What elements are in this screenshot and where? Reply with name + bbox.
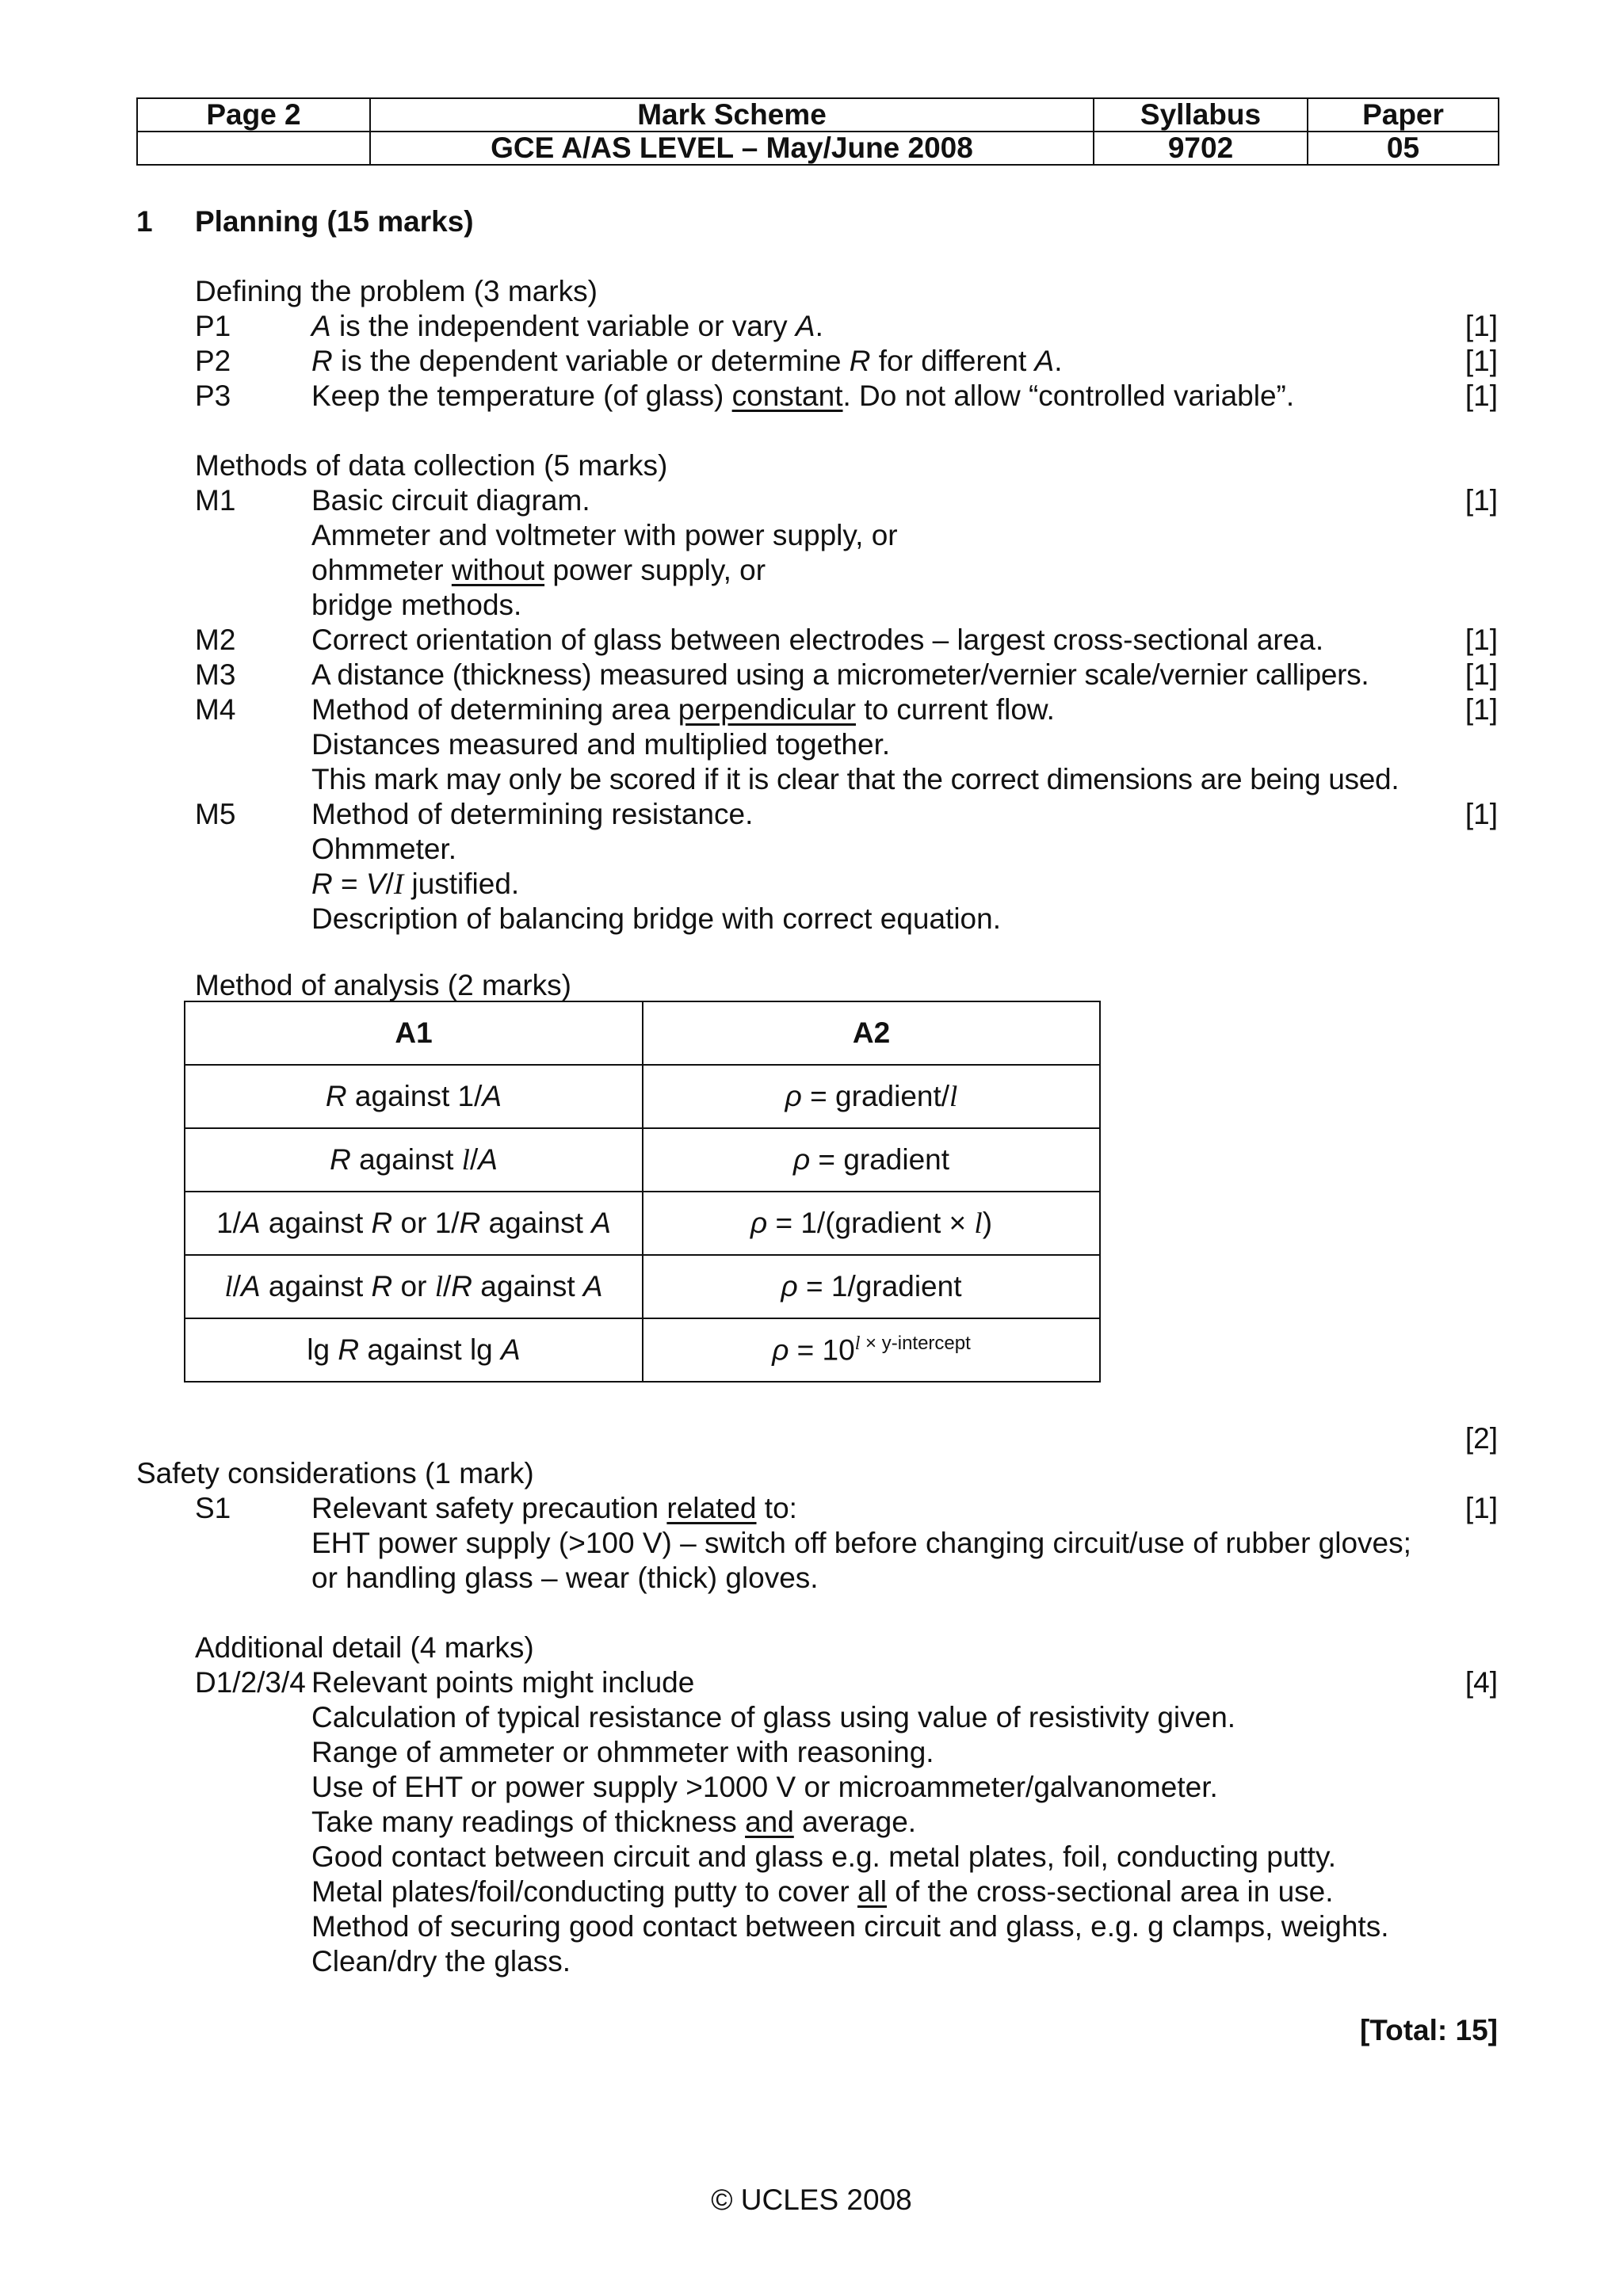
m4-line2: Distances measured and multiplied together. <box>311 728 891 761</box>
d-line3: Range of ammeter or ohmmeter with reasoning. <box>311 1736 934 1768</box>
header-row <box>137 98 1499 132</box>
m2-text: Correct orientation of glass between electrodes – largest cross-sectional area. <box>311 624 1324 656</box>
m3-text: A distance (thickness) measured using a micrometer/vernier scale/vernier callipers. <box>311 658 1369 691</box>
m5-line1: Method of determining resistance. <box>311 798 754 830</box>
footer-copyright: © UCLES 2008 <box>711 2183 912 2216</box>
header-table <box>136 97 1499 166</box>
table-row <box>185 1255 1100 1318</box>
header-page: Page 2 <box>137 98 370 132</box>
m3-code: M3 <box>195 658 236 691</box>
m1-mark: [1] <box>1465 484 1498 517</box>
table-row <box>185 1128 1100 1192</box>
d-line6: Good contact between circuit and glass e.g. metal plates, foil, conducting putty. <box>311 1840 1336 1873</box>
m1-line4: bridge methods. <box>311 589 522 621</box>
m2-code: M2 <box>195 624 236 656</box>
d-line9: Clean/dry the glass. <box>311 1945 571 1978</box>
analysis-a1-cell: l/A against R or l/R against A <box>185 1255 643 1318</box>
total-marks: [Total: 15] <box>1359 2014 1498 2046</box>
table-row <box>185 1065 1100 1128</box>
header-paper-number: 05 <box>1308 132 1499 165</box>
m5-line4: Description of balancing bridge with correct equation. <box>311 902 1001 935</box>
m2-mark: [1] <box>1465 624 1498 656</box>
analysis-a1-cell: 1/A against R or 1/R against A <box>185 1192 643 1255</box>
m1-code: M1 <box>195 484 236 517</box>
s1-line1: Relevant safety precaution related to: <box>311 1492 797 1524</box>
analysis-col-a1: A1 <box>185 1001 643 1065</box>
d-mark: [4] <box>1465 1666 1498 1699</box>
header-exam: GCE A/AS LEVEL – May/June 2008 <box>370 132 1094 165</box>
d-line1: Relevant points might include <box>311 1666 695 1699</box>
table-row <box>185 1318 1100 1382</box>
m1-line3: ohmmeter without power supply, or <box>311 554 766 586</box>
m1-line1: Basic circuit diagram. <box>311 484 590 517</box>
m4-line1: Method of determining area perpendicular to current flow. <box>311 693 1055 726</box>
m4-line3: This mark may only be scored if it is clear that the correct dimensions are being used. <box>311 763 1400 795</box>
d-line8: Method of securing good contact between circuit and glass, e.g. g clamps, weights. <box>311 1910 1389 1943</box>
s1-line3: or handling glass – wear (thick) gloves. <box>311 1562 819 1594</box>
d-line7: Metal plates/foil/conducting putty to cover all of the cross-sectional area in use. <box>311 1875 1334 1908</box>
analysis-table <box>184 1001 1101 1383</box>
analysis-a1-cell: lg R against lg A <box>185 1318 643 1382</box>
analysis-a1-cell: R against 1/A <box>185 1065 643 1128</box>
question-title: Planning (15 marks) <box>195 205 474 238</box>
p1-text: A is the independent variable or vary A. <box>311 310 823 342</box>
header-row <box>137 132 1499 165</box>
m1-line2: Ammeter and voltmeter with power supply, or <box>311 519 898 551</box>
additional-heading: Additional detail (4 marks) <box>195 1631 534 1664</box>
d-line2: Calculation of typical resistance of glass using value of resistivity given. <box>311 1701 1236 1733</box>
methods-heading: Methods of data collection (5 marks) <box>195 449 668 482</box>
m5-code: M5 <box>195 798 236 830</box>
p1-code: P1 <box>195 310 231 342</box>
s1-line2: EHT power supply (>100 V) – switch off before changing circuit/use of rubber gloves; <box>311 1527 1411 1559</box>
analysis-a2-cell: ρ = gradient/l <box>643 1065 1100 1128</box>
defining-heading: Defining the problem (3 marks) <box>195 275 598 307</box>
d-code: D1/2/3/4 <box>195 1666 306 1699</box>
s1-code: S1 <box>195 1492 231 1524</box>
header-title: Mark Scheme <box>370 98 1094 132</box>
p3-mark: [1] <box>1465 379 1498 412</box>
question-number: 1 <box>136 205 153 238</box>
header-blank <box>137 132 370 165</box>
analysis-a2-cell: ρ = 1/(gradient × l) <box>643 1192 1100 1255</box>
analysis-a2-cell: ρ = 1/gradient <box>643 1255 1100 1318</box>
p3-code: P3 <box>195 379 231 412</box>
s1-mark: [1] <box>1465 1492 1498 1524</box>
p1-mark: [1] <box>1465 310 1498 342</box>
p3-text: Keep the temperature (of glass) constant. Do not allow “controlled variable”. <box>311 379 1295 412</box>
safety-heading: Safety considerations (1 mark) <box>136 1457 534 1489</box>
header-syllabus-label: Syllabus <box>1094 98 1308 132</box>
analysis-mark: [2] <box>1465 1422 1498 1455</box>
analysis-a2-cell: $\rho = 10^{l \times y-intercept}$ <box>643 1318 1100 1382</box>
m5-line2: Ohmmeter. <box>311 833 456 865</box>
analysis-col-a2: A2 <box>643 1001 1100 1065</box>
m3-mark: [1] <box>1465 658 1498 691</box>
p2-code: P2 <box>195 345 231 377</box>
m5-line3: R = V/I justified. <box>311 868 520 901</box>
header-paper-label: Paper <box>1308 98 1499 132</box>
header-syllabus-code: 9702 <box>1094 132 1308 165</box>
analysis-a1-cell: R against l/A <box>185 1128 643 1192</box>
table-row <box>185 1192 1100 1255</box>
analysis-heading: Method of analysis (2 marks) <box>195 969 572 1001</box>
m4-code: M4 <box>195 693 236 726</box>
analysis-header-row <box>185 1001 1100 1065</box>
analysis-a2-cell: ρ = gradient <box>643 1128 1100 1192</box>
d-line4: Use of EHT or power supply >1000 V or microammeter/galvanometer. <box>311 1771 1218 1803</box>
p2-mark: [1] <box>1465 345 1498 377</box>
m5-mark: [1] <box>1465 798 1498 830</box>
m4-mark: [1] <box>1465 693 1498 726</box>
d-line5: Take many readings of thickness and average. <box>311 1806 917 1838</box>
p2-text: R is the dependent variable or determine R for different A. <box>311 345 1063 377</box>
